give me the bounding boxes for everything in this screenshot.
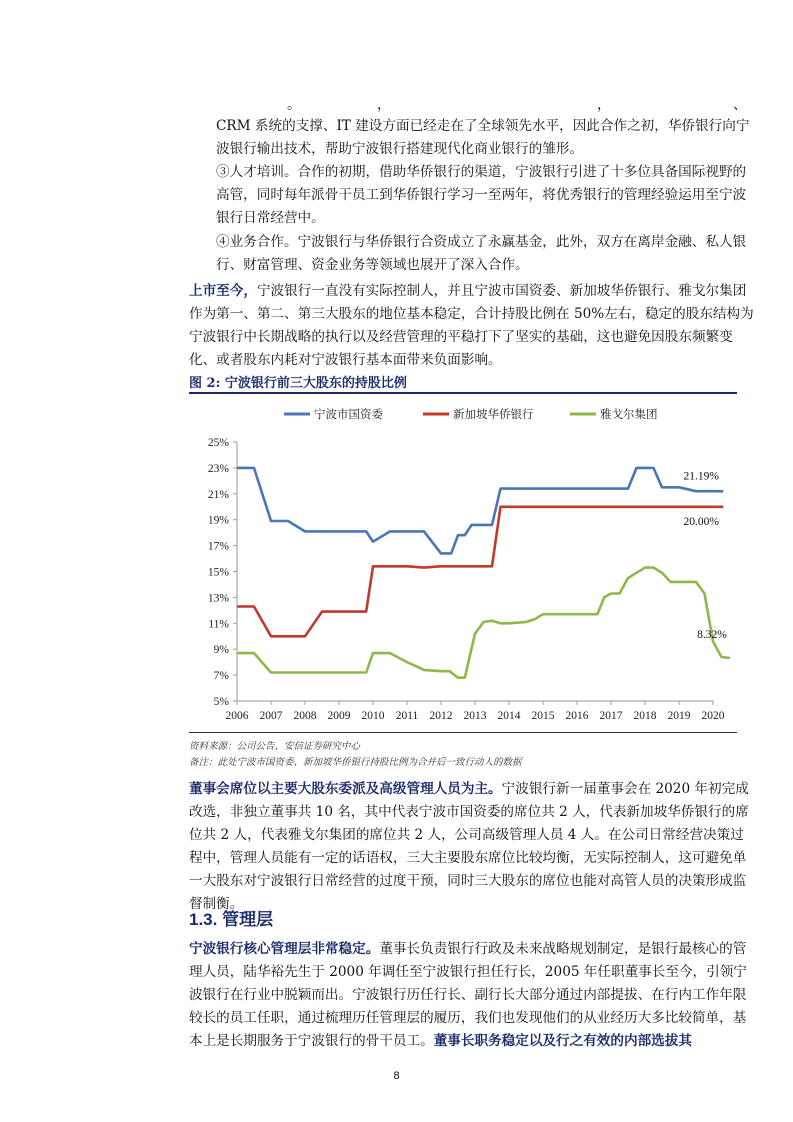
chart-end-labels	[683, 470, 727, 641]
y-tick-label: 7%	[213, 670, 229, 683]
mgmt-tail: 董事长职务稳定以及行之有效的内部选拔其	[433, 1033, 692, 1049]
paragraph-board	[189, 778, 755, 916]
punct-4: 、	[733, 97, 747, 113]
shareholding-line-chart	[189, 396, 737, 730]
paragraph-crm: CRM 系统的支撑、IT 建设方面已经走在了全球领先水平，因此合作之初，华侨银行向宁波银行输出技术，帮助宁波银行搭建现代化商业银行的雏形。	[216, 118, 750, 157]
paragraph-business: ④业务合作。宁波银行与华侨银行合资成立了永赢基金，此外，双方在离岸金融、私人银行、财富管理、资金业务等领域也展开了深入合作。	[216, 234, 747, 273]
x-tick-label: 2014	[497, 710, 521, 722]
mgmt-text: 董事长负责银行行政及未来战略规划制定，是银行最核心的管理人员，陆华裕先生于 2000 年调任至宁波银行担任行长，2005 年任职董事长至今，引领宁波银行在行业中脱颖而出。宁波银行历任行长、副行长大部分通过内部提拔、在行内工作年限较长的员工任职，通过梳理历任管理层的履历，我们也发现他们的从业经历大多比较简单，基本上是长期服务于宁波银行的骨干员工。	[189, 941, 747, 1049]
figure-bottom-rule	[189, 732, 737, 733]
figure-source: 资料来源：公司公告、安信证券研究中心	[189, 741, 361, 752]
y-tick-label: 15%	[207, 566, 229, 579]
x-tick-label: 2009	[327, 710, 351, 722]
x-tick-label: 2013	[463, 710, 487, 722]
legend-label: 雅戈尔集团	[600, 409, 658, 421]
chart-y-axis	[208, 437, 237, 708]
figure-top-rule	[189, 392, 737, 394]
x-tick-label: 2006	[225, 710, 249, 722]
x-tick-label: 2015	[531, 710, 555, 722]
paragraph-listing	[189, 280, 755, 372]
page-number: 8	[393, 1070, 400, 1082]
board-text: 宁波银行新一届董事会在 2020 年初完成改选，非独立董事共 10 名，其中代表宁波市国资委的席位共 2 人，代表新加坡华侨银行的席位共 2 人，代表雅戈尔集团的席位共 2 人，公司高级管理人员 4 人。在公司日常经营决策过程中，管理人员能有一定的话语权，三大主要股东席位比较均衡，无实际控制人，这可避免单一大股东对宁波银行日常经营的过度干预，同时三大股东的席位也能对高管人员的决策形成监督制衡。	[189, 781, 749, 912]
figure-title: 图 2: 宁波银行前三大股东的持股比例	[189, 376, 407, 391]
x-tick-label: 2012	[429, 710, 453, 722]
listing-text: 宁波银行一直没有实际控制人，并且宁波市国资委、新加坡华侨银行、雅戈尔集团作为第一、第二、第三大股东的地位基本稳定，合计持股比例在 50%左右，稳定的股东结构为宁波银行中长期战略的执行以及经营管理的平稳打下了坚实的基础，这也避免因股东频繁变化、或者股东内耗对宁波银行基本面带来负面影响。	[189, 283, 754, 368]
section-title: 1.3. 管理层	[189, 910, 274, 929]
series-end-label: 21.19%	[683, 470, 719, 483]
y-tick-label: 25%	[207, 437, 229, 449]
paragraph-management	[189, 938, 755, 1053]
series-end-label: 8.32%	[697, 629, 727, 642]
x-tick-label: 2019	[667, 710, 691, 722]
x-tick-label: 2010	[361, 710, 385, 722]
y-tick-label: 13%	[207, 592, 229, 605]
series-line	[237, 568, 730, 678]
paragraph-talent: ③人才培训。合作的初期，借助华侨银行的渠道，宁波银行引进了十多位具备国际视野的高管，同时每年派骨干员工到华侨银行学习一至两年，将优秀银行的管理经验运用至宁波银行日常经营中。	[216, 164, 747, 226]
y-tick-label: 17%	[207, 540, 229, 553]
x-tick-label: 2018	[633, 710, 657, 722]
chart-x-axis	[226, 701, 725, 722]
series-line	[237, 468, 723, 554]
chart-series	[237, 468, 730, 678]
y-tick-label: 9%	[213, 644, 229, 657]
punct-3: ，	[597, 97, 611, 113]
punct-1: 。	[287, 97, 301, 113]
mgmt-lead: 宁波银行核心管理层非常稳定。	[189, 941, 380, 957]
chart-legend	[284, 407, 658, 421]
x-tick-label: 2017	[599, 710, 623, 722]
listing-lead: 上市至今，	[189, 283, 257, 299]
series-end-label: 20.00%	[683, 515, 719, 528]
legend-label: 宁波市国资委	[314, 409, 383, 421]
y-tick-label: 23%	[207, 462, 229, 475]
y-tick-label: 11%	[208, 618, 229, 631]
x-tick-label: 2016	[565, 710, 589, 722]
y-tick-label: 5%	[213, 696, 229, 708]
x-tick-label: 2020	[701, 710, 725, 722]
x-tick-label: 2008	[293, 710, 317, 722]
y-tick-label: 19%	[207, 514, 229, 527]
punct-2: ，	[377, 97, 391, 113]
y-tick-label: 21%	[207, 488, 229, 501]
x-tick-label: 2011	[395, 710, 419, 722]
punctuation-row	[190, 94, 750, 114]
legend-label: 新加坡华侨银行	[453, 409, 534, 421]
x-tick-label: 2007	[259, 710, 283, 722]
series-line	[237, 507, 723, 637]
figure-note: 备注：此处宁波市国资委、新加坡华侨银行持股比例为合并后一致行动人的数据	[189, 757, 522, 768]
board-lead: 董事会席位以主要大股东委派及高级管理人员为主。	[189, 781, 502, 797]
